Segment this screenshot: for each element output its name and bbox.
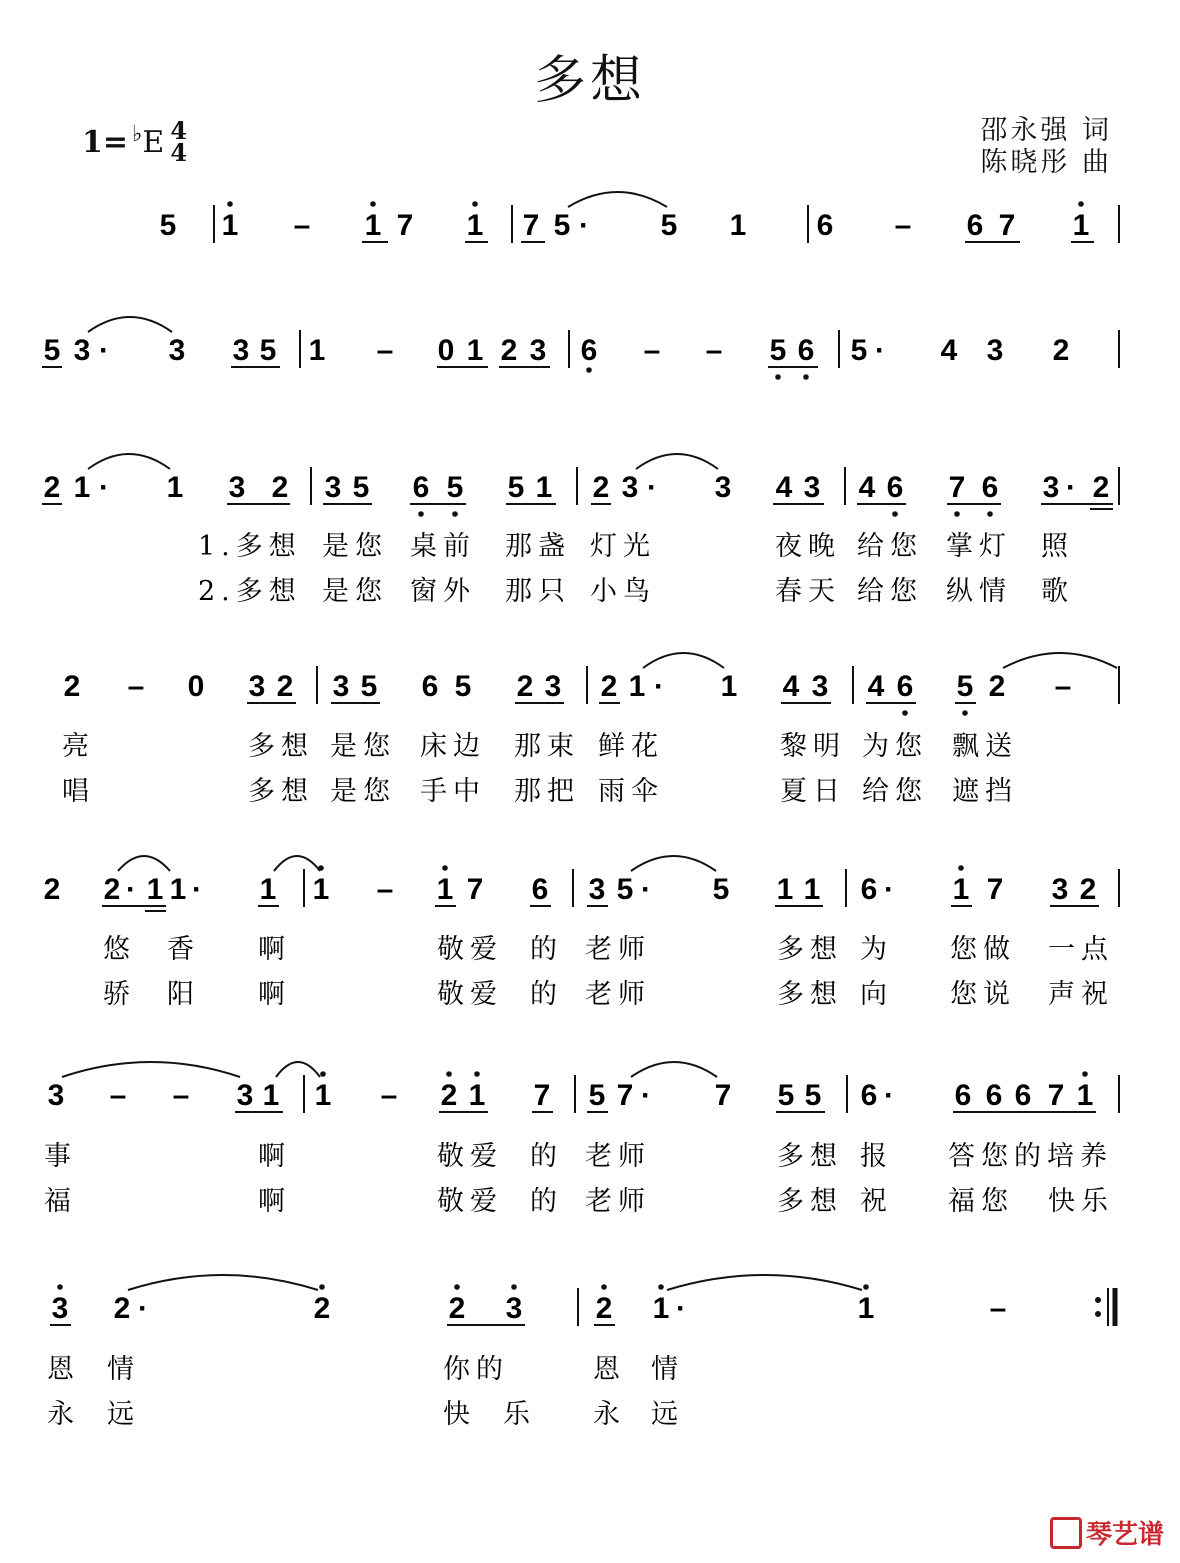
lyric: 灯光 bbox=[590, 531, 656, 562]
lyric: 您做 bbox=[950, 934, 1016, 965]
note: 1 bbox=[146, 873, 164, 906]
flat-sign: ♭ bbox=[132, 121, 143, 147]
augmentation-dot: · bbox=[99, 471, 109, 504]
lyric: 永 bbox=[47, 1399, 80, 1430]
note: 2 bbox=[113, 1292, 131, 1325]
lyric: 遮挡 bbox=[952, 776, 1018, 807]
low-octave-dot bbox=[954, 511, 960, 517]
lyric: 是您 bbox=[322, 531, 388, 562]
lyric: 您说 bbox=[950, 979, 1016, 1010]
extension-dash: – bbox=[127, 670, 145, 703]
note: 1 bbox=[628, 670, 646, 703]
note: 4 bbox=[940, 334, 958, 367]
lyric: 敬爱 bbox=[437, 1186, 503, 1217]
augmentation-dot: · bbox=[192, 873, 202, 906]
lyricist: 邵永强 词 bbox=[980, 115, 1112, 146]
lyric: 是您 bbox=[322, 576, 388, 607]
augmentation-dot: · bbox=[884, 873, 894, 906]
lyric: 那束 bbox=[514, 731, 580, 762]
repeat-dot bbox=[1095, 1311, 1101, 1317]
lyric: 那盏 bbox=[505, 531, 571, 562]
slur bbox=[568, 192, 667, 207]
lyric: 声祝 bbox=[1048, 979, 1114, 1010]
note: 7 bbox=[466, 873, 484, 906]
high-octave-dot bbox=[511, 1284, 517, 1290]
low-octave-dot bbox=[418, 511, 424, 517]
lyric: 快乐 bbox=[1048, 1186, 1114, 1217]
note: 3 bbox=[714, 471, 732, 504]
note: 2 bbox=[1092, 471, 1110, 504]
high-octave-dot bbox=[863, 1284, 869, 1290]
augmentation-dot: · bbox=[579, 209, 589, 242]
extension-dash: – bbox=[109, 1079, 127, 1112]
low-octave-dot bbox=[775, 374, 781, 380]
lyric: 的 bbox=[530, 934, 563, 965]
lyric: 啊 bbox=[258, 934, 291, 965]
slur bbox=[636, 454, 718, 469]
lyric: 一点 bbox=[1048, 934, 1114, 965]
high-octave-dot bbox=[601, 1284, 607, 1290]
note: 2 bbox=[43, 471, 61, 504]
lyric: 啊 bbox=[258, 1186, 291, 1217]
note: 5 bbox=[777, 1079, 795, 1112]
lyric: 歌 bbox=[1041, 576, 1074, 607]
augmentation-dot: · bbox=[1066, 471, 1076, 504]
note: 2 bbox=[1079, 873, 1097, 906]
lyric: 多想 bbox=[777, 1141, 843, 1172]
note: 7 bbox=[616, 1079, 634, 1112]
extension-dash: – bbox=[376, 334, 394, 367]
lyric: 为您 bbox=[862, 731, 928, 762]
augmentation-dot: · bbox=[641, 1079, 651, 1112]
note: 1 bbox=[720, 670, 738, 703]
slur bbox=[667, 1275, 862, 1290]
note: 5 bbox=[804, 1079, 822, 1112]
augmentation-dot: · bbox=[654, 670, 664, 703]
lyric: 报 bbox=[860, 1141, 893, 1172]
extension-dash: – bbox=[376, 873, 394, 906]
lyric: 黎明 bbox=[780, 731, 846, 762]
augmentation-dot: · bbox=[875, 334, 885, 367]
lyric: 永 bbox=[593, 1399, 626, 1430]
lyric: 是您 bbox=[330, 776, 396, 807]
lyric: 敬爱 bbox=[437, 934, 503, 965]
note: 1 bbox=[1072, 209, 1090, 242]
slur bbox=[643, 653, 724, 668]
lyric: 为 bbox=[860, 934, 893, 965]
note: 6 bbox=[1014, 1079, 1032, 1112]
low-octave-dot bbox=[962, 710, 968, 716]
lyric: 答您的培养 bbox=[948, 1141, 1113, 1172]
extension-dash: – bbox=[380, 1079, 398, 1112]
note: 1 bbox=[308, 334, 326, 367]
note: 6 bbox=[985, 1079, 1003, 1112]
note: 7 bbox=[396, 209, 414, 242]
brand-logo-icon bbox=[1050, 1517, 1082, 1549]
lyric: 香 bbox=[167, 934, 200, 965]
note: 1 bbox=[466, 209, 484, 242]
high-octave-dot bbox=[370, 201, 376, 207]
note: 4 bbox=[867, 670, 885, 703]
lyric: 多想 bbox=[248, 776, 314, 807]
note: 3 bbox=[529, 334, 547, 367]
lyric: 亮 bbox=[62, 731, 95, 762]
lyric: 事 bbox=[44, 1141, 77, 1172]
lyric: 情 bbox=[651, 1354, 684, 1385]
note: 2 bbox=[448, 1292, 466, 1325]
watermark-brand: 琴艺谱 bbox=[1085, 1520, 1164, 1550]
note: 5 bbox=[588, 1079, 606, 1112]
note: 3 bbox=[73, 334, 91, 367]
note: 6 bbox=[580, 334, 598, 367]
note: 7 bbox=[533, 1079, 551, 1112]
lyric: 的 bbox=[530, 1186, 563, 1217]
note: 7 bbox=[714, 1079, 732, 1112]
note: 1 bbox=[221, 209, 239, 242]
extension-dash: – bbox=[1054, 670, 1072, 703]
lyric: 福 bbox=[44, 1186, 77, 1217]
time-top: 4 bbox=[170, 116, 188, 145]
slur bbox=[88, 317, 172, 332]
note: 7 bbox=[998, 209, 1016, 242]
lyric: 老师 bbox=[585, 934, 651, 965]
lyric: 唱 bbox=[62, 776, 95, 807]
slur bbox=[276, 1062, 320, 1077]
note: 3 bbox=[544, 670, 562, 703]
high-octave-dot bbox=[454, 1284, 460, 1290]
note: 2 bbox=[276, 670, 294, 703]
note: 5 bbox=[259, 334, 277, 367]
note: 1 bbox=[312, 873, 330, 906]
note: 6 bbox=[860, 1079, 878, 1112]
note: 5 bbox=[553, 209, 571, 242]
note: 3 bbox=[248, 670, 266, 703]
note: 1 bbox=[166, 471, 184, 504]
note: 2 bbox=[440, 1079, 458, 1112]
high-octave-dot bbox=[1082, 1071, 1088, 1077]
extension-dash: – bbox=[643, 334, 661, 367]
high-octave-dot bbox=[658, 1284, 664, 1290]
note: 5 bbox=[352, 471, 370, 504]
note: 2 bbox=[103, 873, 121, 906]
lyric: 掌灯 bbox=[946, 531, 1012, 562]
note: 3 bbox=[588, 873, 606, 906]
note: 5 bbox=[360, 670, 378, 703]
note: 2 bbox=[43, 873, 61, 906]
lyric: 多想 bbox=[777, 934, 843, 965]
note: 2 bbox=[1052, 334, 1070, 367]
low-octave-dot bbox=[803, 374, 809, 380]
lyric: 的 bbox=[530, 979, 563, 1010]
note: 3 bbox=[228, 471, 246, 504]
lyric: 手中 bbox=[420, 776, 486, 807]
lyric: 快 bbox=[443, 1399, 476, 1430]
note: 2 bbox=[500, 334, 518, 367]
lyric: 悠 bbox=[103, 934, 136, 965]
low-octave-dot bbox=[892, 511, 898, 517]
note: 5 bbox=[769, 334, 787, 367]
lyric: 照 bbox=[1041, 531, 1074, 562]
low-octave-dot bbox=[902, 710, 908, 716]
note: 3 bbox=[236, 1079, 254, 1112]
slur bbox=[274, 856, 320, 871]
note: 2 bbox=[313, 1292, 331, 1325]
watermark bbox=[1050, 1514, 1164, 1551]
note: 1 bbox=[729, 209, 747, 242]
note: 6 bbox=[896, 670, 914, 703]
low-octave-dot bbox=[586, 367, 592, 373]
lyric: 飘送 bbox=[952, 731, 1018, 762]
high-octave-dot bbox=[474, 1071, 480, 1077]
high-octave-dot bbox=[958, 865, 964, 871]
note: 5 bbox=[956, 670, 974, 703]
lyric: 啊 bbox=[258, 979, 291, 1010]
lyric: 远 bbox=[651, 1399, 684, 1430]
extension-dash: – bbox=[894, 209, 912, 242]
time-bottom: 4 bbox=[170, 138, 188, 167]
note: 6 bbox=[860, 873, 878, 906]
note: 2 bbox=[592, 471, 610, 504]
note: 5 bbox=[660, 209, 678, 242]
lyric: 啊 bbox=[258, 1141, 291, 1172]
note: 3 bbox=[1042, 471, 1060, 504]
slur bbox=[118, 856, 170, 871]
augmentation-dot: · bbox=[138, 1292, 148, 1325]
note: 2 bbox=[595, 1292, 613, 1325]
lyric: 那把 bbox=[514, 776, 580, 807]
augmentation-dot: · bbox=[884, 1079, 894, 1112]
lyric: 向 bbox=[860, 979, 893, 1010]
lyric: 是您 bbox=[330, 731, 396, 762]
lyric: 春天 bbox=[775, 576, 841, 607]
composer: 陈晓彤 曲 bbox=[980, 147, 1112, 178]
note: 0 bbox=[187, 670, 205, 703]
note: 3 bbox=[47, 1079, 65, 1112]
low-octave-dot bbox=[987, 511, 993, 517]
note: 5 bbox=[43, 334, 61, 367]
note: 3 bbox=[332, 670, 350, 703]
note: 1 bbox=[262, 1079, 280, 1112]
augmentation-dot: · bbox=[126, 873, 136, 906]
lyric: 夜晚 bbox=[775, 531, 841, 562]
slur bbox=[631, 856, 716, 871]
note: 6 bbox=[412, 471, 430, 504]
lyric: 福您 bbox=[948, 1186, 1014, 1217]
slur bbox=[88, 454, 170, 469]
lyric: 祝 bbox=[860, 1186, 893, 1217]
note: 6 bbox=[981, 471, 999, 504]
high-octave-dot bbox=[227, 201, 233, 207]
note: 1 bbox=[857, 1292, 875, 1325]
slur bbox=[128, 1275, 318, 1290]
note: 5 bbox=[454, 670, 472, 703]
lyric: 床边 bbox=[420, 731, 486, 762]
note: 3 bbox=[621, 471, 639, 504]
lyric: 敬爱 bbox=[437, 979, 503, 1010]
high-octave-dot bbox=[472, 201, 478, 207]
repeat-dot bbox=[1095, 1297, 1101, 1303]
note: 7 bbox=[986, 873, 1004, 906]
lyric: 老师 bbox=[585, 1141, 651, 1172]
lyric: 小鸟 bbox=[590, 576, 656, 607]
high-octave-dot bbox=[442, 865, 448, 871]
lyric: 鲜花 bbox=[598, 731, 664, 762]
high-octave-dot bbox=[1078, 201, 1084, 207]
note: 6 bbox=[966, 209, 984, 242]
lyric: 多想 bbox=[248, 731, 314, 762]
lyric: 阳 bbox=[167, 979, 200, 1010]
augmentation-dot: · bbox=[647, 471, 657, 504]
note: 1 bbox=[535, 471, 553, 504]
lyric: 你的 bbox=[443, 1354, 509, 1385]
lyric: 乐 bbox=[503, 1399, 536, 1430]
note: 6 bbox=[531, 873, 549, 906]
extension-dash: – bbox=[172, 1079, 190, 1112]
note: 1 bbox=[259, 873, 277, 906]
note: 7 bbox=[1047, 1079, 1065, 1112]
note: 5 bbox=[712, 873, 730, 906]
note: 1 bbox=[436, 873, 454, 906]
lyric: 给您 bbox=[857, 576, 923, 607]
high-octave-dot bbox=[446, 1071, 452, 1077]
lyric: 老师 bbox=[585, 979, 651, 1010]
note: 2 bbox=[516, 670, 534, 703]
note: 6 bbox=[797, 334, 815, 367]
note: 3 bbox=[168, 334, 186, 367]
note: 6 bbox=[816, 209, 834, 242]
note: 3 bbox=[51, 1292, 69, 1325]
lyric: 多想 bbox=[777, 1186, 843, 1217]
slur bbox=[1003, 653, 1117, 668]
extension-dash: – bbox=[293, 209, 311, 242]
note: 3 bbox=[803, 471, 821, 504]
note: 5 bbox=[446, 471, 464, 504]
note: 1 bbox=[952, 873, 970, 906]
high-octave-dot bbox=[57, 1284, 63, 1290]
note: 6 bbox=[421, 670, 439, 703]
key-prefix: 1= bbox=[82, 124, 129, 160]
augmentation-dot: · bbox=[641, 873, 651, 906]
lyric: 给您 bbox=[857, 531, 923, 562]
lyric: 敬爱 bbox=[437, 1141, 503, 1172]
note: 1 bbox=[652, 1292, 670, 1325]
note: 7 bbox=[948, 471, 966, 504]
lyric: 那只 bbox=[505, 576, 571, 607]
note: 6 bbox=[886, 471, 904, 504]
note: 5 bbox=[850, 334, 868, 367]
note: 1 bbox=[364, 209, 382, 242]
lyric: 远 bbox=[107, 1399, 140, 1430]
lyric: 窗外 bbox=[410, 576, 476, 607]
high-octave-dot bbox=[320, 1071, 326, 1077]
lyric: 骄 bbox=[103, 979, 136, 1010]
note: 2 bbox=[600, 670, 618, 703]
note: 1 bbox=[1076, 1079, 1094, 1112]
lyric: 的 bbox=[530, 1141, 563, 1172]
note: 0 bbox=[437, 334, 455, 367]
slur bbox=[631, 1062, 717, 1077]
note: 1 bbox=[776, 873, 794, 906]
extension-dash: – bbox=[989, 1292, 1007, 1325]
note: 4 bbox=[858, 471, 876, 504]
lyric: 恩 bbox=[593, 1354, 626, 1385]
lyric: 情 bbox=[107, 1354, 140, 1385]
note: 3 bbox=[811, 670, 829, 703]
lyric: 纵情 bbox=[946, 576, 1012, 607]
extension-dash: – bbox=[705, 334, 723, 367]
note: 4 bbox=[775, 471, 793, 504]
note: 7 bbox=[522, 209, 540, 242]
note: 3 bbox=[1051, 873, 1069, 906]
low-octave-dot bbox=[452, 511, 458, 517]
note: 2 bbox=[988, 670, 1006, 703]
slur bbox=[62, 1062, 240, 1077]
lyric: 桌前 bbox=[410, 531, 476, 562]
note: 5 bbox=[616, 873, 634, 906]
note: 3 bbox=[232, 334, 250, 367]
note: 2 bbox=[63, 670, 81, 703]
note: 1 bbox=[73, 471, 91, 504]
note: 5 bbox=[159, 209, 177, 242]
lyric: 2.多想 bbox=[198, 576, 302, 607]
note: 1 bbox=[314, 1079, 332, 1112]
lyric: 给您 bbox=[862, 776, 928, 807]
lyric: 夏日 bbox=[780, 776, 846, 807]
key-letter: E bbox=[142, 124, 165, 160]
note: 4 bbox=[782, 670, 800, 703]
high-octave-dot bbox=[319, 1284, 325, 1290]
note: 3 bbox=[505, 1292, 523, 1325]
lyric: 1.多想 bbox=[198, 531, 302, 562]
note: 1 bbox=[468, 1079, 486, 1112]
note: 3 bbox=[324, 471, 342, 504]
note: 2 bbox=[271, 471, 289, 504]
lyric: 多想 bbox=[777, 979, 843, 1010]
note: 3 bbox=[986, 334, 1004, 367]
note: 6 bbox=[954, 1079, 972, 1112]
note: 1 bbox=[169, 873, 187, 906]
lyric: 老师 bbox=[585, 1186, 651, 1217]
note: 1 bbox=[803, 873, 821, 906]
note: 1 bbox=[466, 334, 484, 367]
augmentation-dot: · bbox=[99, 334, 109, 367]
note: 5 bbox=[507, 471, 525, 504]
lyric: 雨伞 bbox=[598, 776, 664, 807]
lyric: 恩 bbox=[47, 1354, 80, 1385]
augmentation-dot: · bbox=[676, 1292, 686, 1325]
song-title: 多想 bbox=[533, 51, 646, 111]
